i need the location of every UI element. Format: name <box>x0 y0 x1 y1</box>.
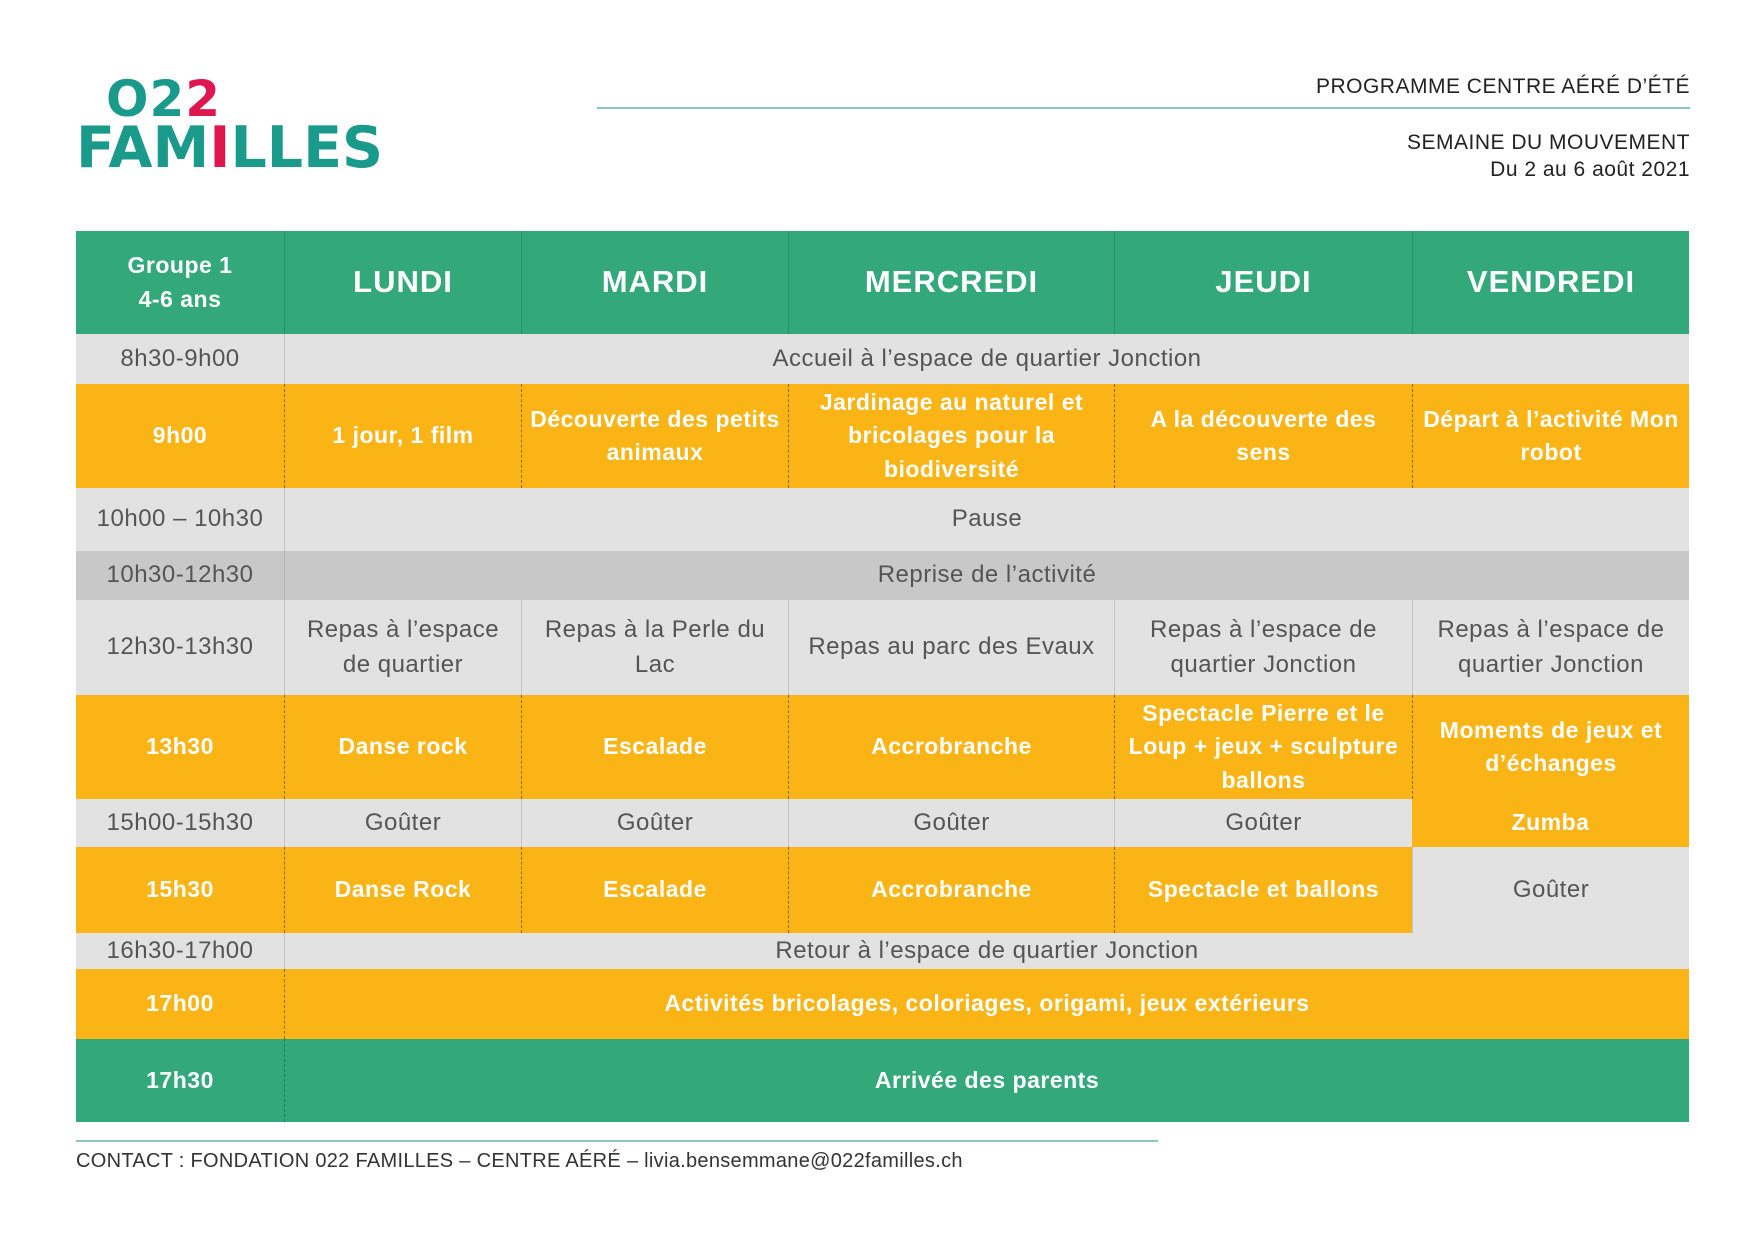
activity-cell: Danse rock <box>284 695 521 799</box>
activity-cell: 1 jour, 1 film <box>284 384 521 488</box>
time-cell: 15h00-15h30 <box>76 799 284 847</box>
schedule-table <box>76 231 1689 1121</box>
day-header-tuesday: MARDI <box>521 231 788 334</box>
meal-cell: Repas au parc des Evaux <box>788 600 1114 695</box>
programme-title: PROGRAMME CENTRE AÉRÉ D’ÉTÉ <box>1315 75 1690 98</box>
meal-cell: Repas à l’espace de quartier Jonction <box>1114 600 1412 695</box>
zumba-cell: Zumba <box>1412 799 1689 847</box>
time-cell: 17h30 <box>76 1039 284 1122</box>
snack-cell: Goûter <box>788 799 1114 847</box>
activity-cell: Spectacle Pierre et le Loup + jeux + sculpture ballons <box>1114 695 1412 799</box>
activites-cell: Activités bricolages, coloriages, origami, jeux extérieurs <box>284 969 1689 1039</box>
time-cell: 9h00 <box>76 384 284 488</box>
activity-cell: Escalade <box>521 695 788 799</box>
activity-cell: Accrobranche <box>788 847 1114 933</box>
activity-cell: Départ à l’activité Mon robot <box>1412 384 1689 488</box>
time-cell: 16h30-17h00 <box>76 933 284 969</box>
activity-cell: Accrobranche <box>788 695 1114 799</box>
day-header-wednesday: MERCREDI <box>788 231 1114 334</box>
activity-cell: Jardinage au naturel et bricolages pour la biodiversité <box>788 384 1114 488</box>
time-cell: 10h30-12h30 <box>76 551 284 600</box>
retour-cell: Retour à l’espace de quartier Jonction <box>284 933 1689 969</box>
pause-cell: Pause <box>284 488 1689 551</box>
header-divider <box>597 107 1690 109</box>
activity-cell: Spectacle et ballons <box>1114 847 1412 933</box>
snack-cell: Goûter <box>284 799 521 847</box>
group-header: Groupe 1 4-6 ans <box>76 231 284 334</box>
day-header-monday: LUNDI <box>284 231 521 334</box>
reprise-cell: Reprise de l’activité <box>284 551 1689 600</box>
footer-divider <box>76 1140 1158 1142</box>
meal-cell: Repas à l’espace de quartier <box>284 600 521 695</box>
week-title: SEMAINE DU MOUVEMENT <box>1406 131 1690 154</box>
day-header-thursday: JEUDI <box>1114 231 1412 334</box>
activity-cell: Danse Rock <box>284 847 521 933</box>
snack-cell: Goûter <box>1412 847 1689 933</box>
time-cell: 8h30-9h00 <box>76 334 284 384</box>
meal-cell: Repas à la Perle du Lac <box>521 600 788 695</box>
time-cell: 13h30 <box>76 695 284 799</box>
activity-cell: Escalade <box>521 847 788 933</box>
day-header-friday: VENDREDI <box>1412 231 1689 334</box>
activity-cell: Découverte des petits animaux <box>521 384 788 488</box>
time-cell: 10h00 – 10h30 <box>76 488 284 551</box>
parents-cell: Arrivée des parents <box>284 1039 1689 1122</box>
accueil-cell: Accueil à l’espace de quartier Jonction <box>284 334 1689 384</box>
meal-cell: Repas à l’espace de quartier Jonction <box>1412 600 1689 695</box>
time-cell: 15h30 <box>76 847 284 933</box>
activity-cell: A la découverte des sens <box>1114 384 1412 488</box>
snack-cell: Goûter <box>521 799 788 847</box>
contact-footer: CONTACT : FONDATION 022 FAMILLES – CENTRE AÉRÉ – livia.bensemmane@022familles.ch <box>76 1150 963 1172</box>
time-cell: 17h00 <box>76 969 284 1039</box>
activity-cell: Moments de jeux et d’échanges <box>1412 695 1689 799</box>
time-cell: 12h30-13h30 <box>76 600 284 695</box>
week-dates: Du 2 au 6 août 2021 <box>1490 158 1690 181</box>
snack-cell: Goûter <box>1114 799 1412 847</box>
